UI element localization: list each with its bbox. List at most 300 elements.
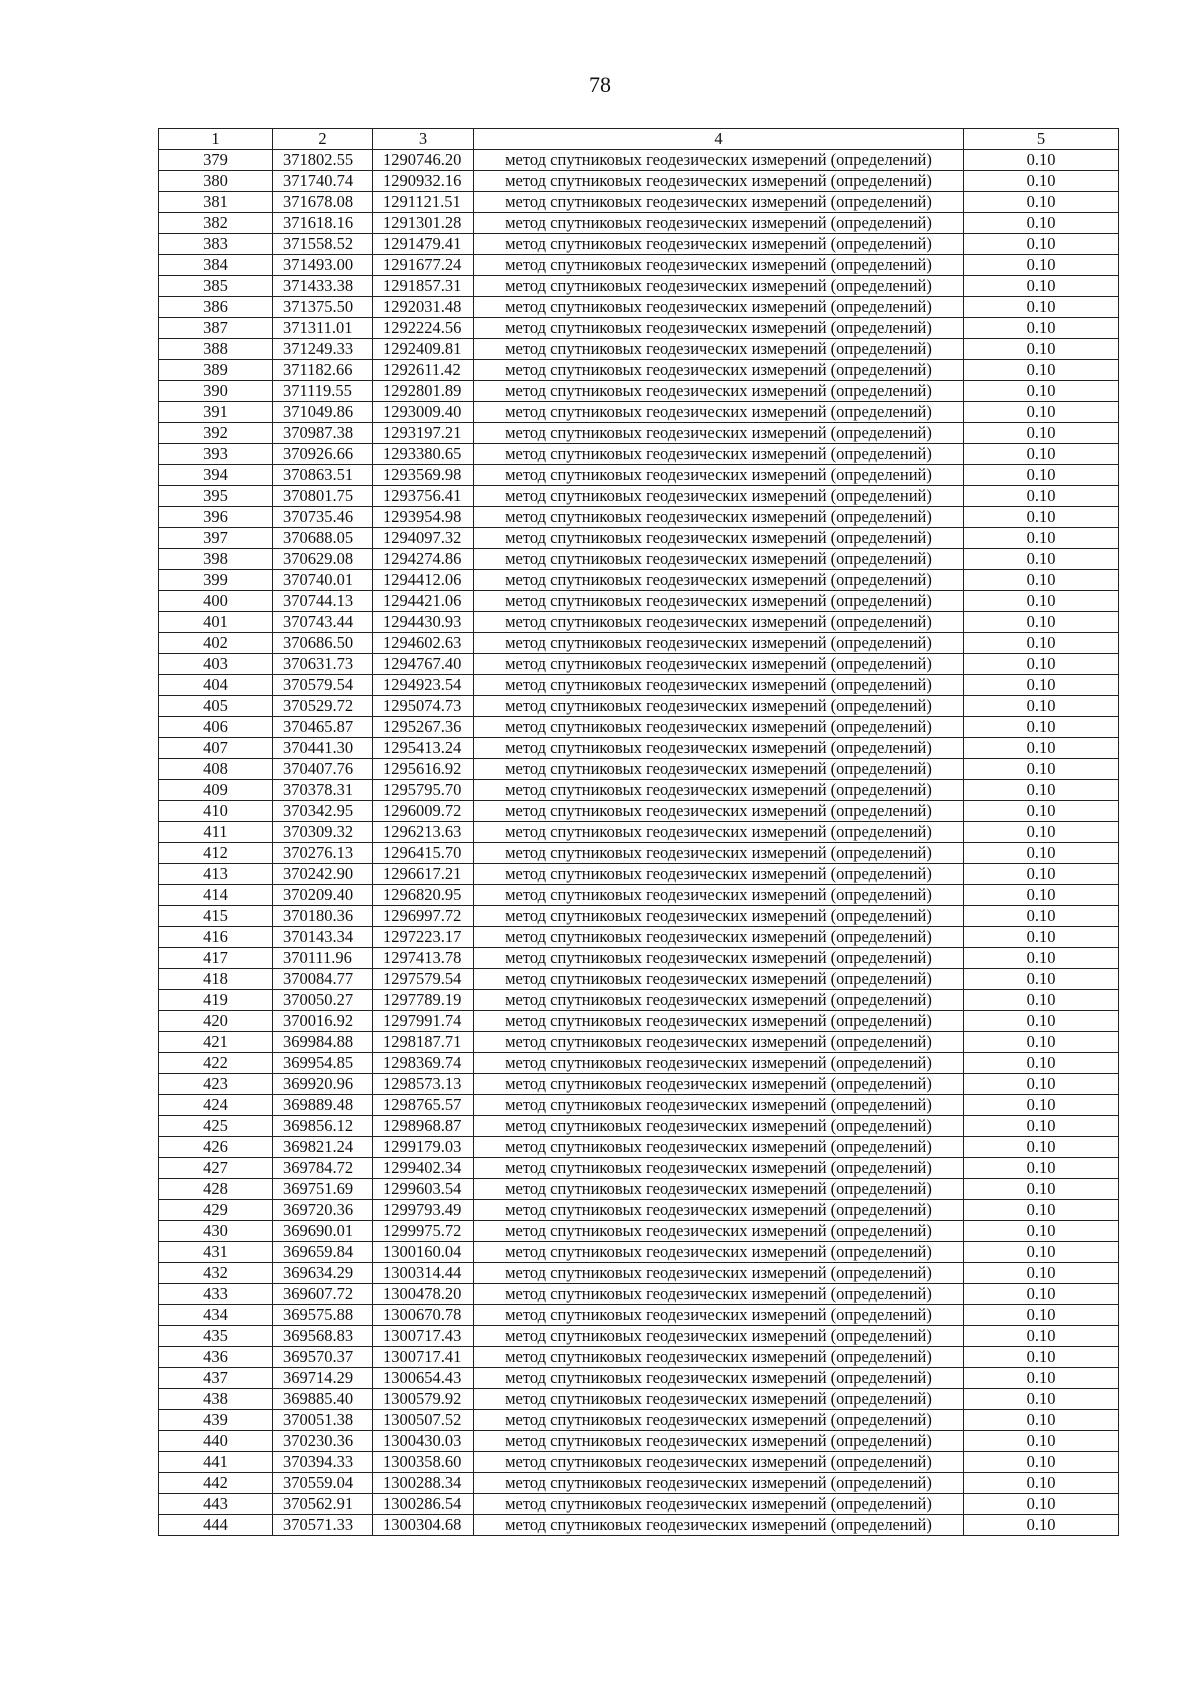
x-coordinate-cell: 369568.83 bbox=[273, 1326, 373, 1347]
x-coordinate-cell: 370735.46 bbox=[273, 507, 373, 528]
accuracy-cell: 0.10 bbox=[964, 1074, 1119, 1095]
table-row bbox=[159, 1263, 1119, 1284]
accuracy-cell: 0.10 bbox=[964, 969, 1119, 990]
accuracy-cell: 0.10 bbox=[964, 381, 1119, 402]
y-coordinate-cell: 1295795.70 bbox=[373, 780, 474, 801]
x-coordinate-cell: 370579.54 bbox=[273, 675, 373, 696]
y-coordinate-cell: 1294274.86 bbox=[373, 549, 474, 570]
x-coordinate-cell: 371049.86 bbox=[273, 402, 373, 423]
y-coordinate-cell: 1300654.43 bbox=[373, 1368, 474, 1389]
accuracy-cell: 0.10 bbox=[964, 549, 1119, 570]
point-number-cell: 427 bbox=[159, 1158, 273, 1179]
y-coordinate-cell: 1296213.63 bbox=[373, 822, 474, 843]
point-number-cell: 441 bbox=[159, 1452, 273, 1473]
table-row bbox=[159, 1032, 1119, 1053]
x-coordinate-cell: 369954.85 bbox=[273, 1053, 373, 1074]
accuracy-cell: 0.10 bbox=[964, 780, 1119, 801]
y-coordinate-cell: 1292224.56 bbox=[373, 318, 474, 339]
table-row bbox=[159, 276, 1119, 297]
accuracy-cell: 0.10 bbox=[964, 528, 1119, 549]
point-number-cell: 379 bbox=[159, 150, 273, 171]
accuracy-cell: 0.10 bbox=[964, 150, 1119, 171]
accuracy-cell: 0.10 bbox=[964, 234, 1119, 255]
accuracy-cell: 0.10 bbox=[964, 633, 1119, 654]
accuracy-cell: 0.10 bbox=[964, 906, 1119, 927]
table-row bbox=[159, 1158, 1119, 1179]
y-coordinate-cell: 1300507.52 bbox=[373, 1410, 474, 1431]
column-header-1: 1 bbox=[159, 129, 273, 150]
y-coordinate-cell: 1292611.42 bbox=[373, 360, 474, 381]
method-cell: метод спутниковых геодезических измерений (определений) bbox=[474, 906, 964, 927]
table-row bbox=[159, 1494, 1119, 1515]
x-coordinate-cell: 369889.48 bbox=[273, 1095, 373, 1116]
y-coordinate-cell: 1295413.24 bbox=[373, 738, 474, 759]
method-cell: метод спутниковых геодезических измерений (определений) bbox=[474, 1284, 964, 1305]
x-coordinate-cell: 371740.74 bbox=[273, 171, 373, 192]
accuracy-cell: 0.10 bbox=[964, 759, 1119, 780]
y-coordinate-cell: 1299975.72 bbox=[373, 1221, 474, 1242]
table-row bbox=[159, 801, 1119, 822]
table-row bbox=[159, 507, 1119, 528]
point-number-cell: 434 bbox=[159, 1305, 273, 1326]
y-coordinate-cell: 1294430.93 bbox=[373, 612, 474, 633]
accuracy-cell: 0.10 bbox=[964, 1410, 1119, 1431]
point-number-cell: 395 bbox=[159, 486, 273, 507]
x-coordinate-cell: 370342.95 bbox=[273, 801, 373, 822]
x-coordinate-cell: 369856.12 bbox=[273, 1116, 373, 1137]
point-number-cell: 400 bbox=[159, 591, 273, 612]
y-coordinate-cell: 1294421.06 bbox=[373, 591, 474, 612]
y-coordinate-cell: 1299793.49 bbox=[373, 1200, 474, 1221]
accuracy-cell: 0.10 bbox=[964, 318, 1119, 339]
method-cell: метод спутниковых геодезических измерений (определений) bbox=[474, 1347, 964, 1368]
accuracy-cell: 0.10 bbox=[964, 1305, 1119, 1326]
method-cell: метод спутниковых геодезических измерений (определений) bbox=[474, 318, 964, 339]
x-coordinate-cell: 370571.33 bbox=[273, 1515, 373, 1536]
point-number-cell: 423 bbox=[159, 1074, 273, 1095]
accuracy-cell: 0.10 bbox=[964, 1179, 1119, 1200]
point-number-cell: 431 bbox=[159, 1242, 273, 1263]
point-number-cell: 389 bbox=[159, 360, 273, 381]
x-coordinate-cell: 370242.90 bbox=[273, 864, 373, 885]
header-row bbox=[159, 129, 1119, 150]
y-coordinate-cell: 1292409.81 bbox=[373, 339, 474, 360]
x-coordinate-cell: 371493.00 bbox=[273, 255, 373, 276]
accuracy-cell: 0.10 bbox=[964, 1494, 1119, 1515]
method-cell: метод спутниковых геодезических измерений (определений) bbox=[474, 549, 964, 570]
method-cell: метод спутниковых геодезических измерений (определений) bbox=[474, 234, 964, 255]
accuracy-cell: 0.10 bbox=[964, 591, 1119, 612]
table-row bbox=[159, 1053, 1119, 1074]
method-cell: метод спутниковых геодезических измерений (определений) bbox=[474, 1095, 964, 1116]
table-row bbox=[159, 1431, 1119, 1452]
x-coordinate-cell: 371558.52 bbox=[273, 234, 373, 255]
accuracy-cell: 0.10 bbox=[964, 507, 1119, 528]
y-coordinate-cell: 1299402.34 bbox=[373, 1158, 474, 1179]
method-cell: метод спутниковых геодезических измерений (определений) bbox=[474, 1326, 964, 1347]
method-cell: метод спутниковых геодезических измерений (определений) bbox=[474, 633, 964, 654]
table-row bbox=[159, 1116, 1119, 1137]
table-row bbox=[159, 150, 1119, 171]
x-coordinate-cell: 370987.38 bbox=[273, 423, 373, 444]
accuracy-cell: 0.10 bbox=[964, 465, 1119, 486]
point-number-cell: 381 bbox=[159, 192, 273, 213]
point-number-cell: 422 bbox=[159, 1053, 273, 1074]
y-coordinate-cell: 1298765.57 bbox=[373, 1095, 474, 1116]
x-coordinate-cell: 369920.96 bbox=[273, 1074, 373, 1095]
y-coordinate-cell: 1295074.73 bbox=[373, 696, 474, 717]
table-row bbox=[159, 1452, 1119, 1473]
point-number-cell: 410 bbox=[159, 801, 273, 822]
method-cell: метод спутниковых геодезических измерений (определений) bbox=[474, 297, 964, 318]
accuracy-cell: 0.10 bbox=[964, 1095, 1119, 1116]
table-row bbox=[159, 1011, 1119, 1032]
accuracy-cell: 0.10 bbox=[964, 864, 1119, 885]
y-coordinate-cell: 1300286.54 bbox=[373, 1494, 474, 1515]
point-number-cell: 429 bbox=[159, 1200, 273, 1221]
point-number-cell: 415 bbox=[159, 906, 273, 927]
point-number-cell: 407 bbox=[159, 738, 273, 759]
accuracy-cell: 0.10 bbox=[964, 1473, 1119, 1494]
method-cell: метод спутниковых геодезических измерений (определений) bbox=[474, 1137, 964, 1158]
x-coordinate-cell: 371618.16 bbox=[273, 213, 373, 234]
method-cell: метод спутниковых геодезических измерений (определений) bbox=[474, 402, 964, 423]
y-coordinate-cell: 1299603.54 bbox=[373, 1179, 474, 1200]
accuracy-cell: 0.10 bbox=[964, 171, 1119, 192]
method-cell: метод спутниковых геодезических измерений (определений) bbox=[474, 1074, 964, 1095]
y-coordinate-cell: 1294097.32 bbox=[373, 528, 474, 549]
method-cell: метод спутниковых геодезических измерений (определений) bbox=[474, 654, 964, 675]
point-number-cell: 413 bbox=[159, 864, 273, 885]
method-cell: метод спутниковых геодезических измерений (определений) bbox=[474, 528, 964, 549]
method-cell: метод спутниковых геодезических измерений (определений) bbox=[474, 1431, 964, 1452]
method-cell: метод спутниковых геодезических измерений (определений) bbox=[474, 423, 964, 444]
accuracy-cell: 0.10 bbox=[964, 1347, 1119, 1368]
table-row bbox=[159, 402, 1119, 423]
method-cell: метод спутниковых геодезических измерений (определений) bbox=[474, 927, 964, 948]
point-number-cell: 390 bbox=[159, 381, 273, 402]
x-coordinate-cell: 370740.01 bbox=[273, 570, 373, 591]
table-row bbox=[159, 1242, 1119, 1263]
method-cell: метод спутниковых геодезических измерений (определений) bbox=[474, 1410, 964, 1431]
x-coordinate-cell: 370743.44 bbox=[273, 612, 373, 633]
point-number-cell: 438 bbox=[159, 1389, 273, 1410]
table-row bbox=[159, 1284, 1119, 1305]
y-coordinate-cell: 1294767.40 bbox=[373, 654, 474, 675]
y-coordinate-cell: 1300670.78 bbox=[373, 1305, 474, 1326]
y-coordinate-cell: 1291121.51 bbox=[373, 192, 474, 213]
x-coordinate-cell: 370051.38 bbox=[273, 1410, 373, 1431]
y-coordinate-cell: 1290932.16 bbox=[373, 171, 474, 192]
method-cell: метод спутниковых геодезических измерений (определений) bbox=[474, 1494, 964, 1515]
table-row bbox=[159, 549, 1119, 570]
x-coordinate-cell: 369607.72 bbox=[273, 1284, 373, 1305]
x-coordinate-cell: 370276.13 bbox=[273, 843, 373, 864]
column-header-5: 5 bbox=[964, 129, 1119, 150]
accuracy-cell: 0.10 bbox=[964, 612, 1119, 633]
point-number-cell: 420 bbox=[159, 1011, 273, 1032]
point-number-cell: 443 bbox=[159, 1494, 273, 1515]
accuracy-cell: 0.10 bbox=[964, 1389, 1119, 1410]
method-cell: метод спутниковых геодезических измерений (определений) bbox=[474, 171, 964, 192]
accuracy-cell: 0.10 bbox=[964, 822, 1119, 843]
table-row bbox=[159, 1347, 1119, 1368]
y-coordinate-cell: 1294412.06 bbox=[373, 570, 474, 591]
x-coordinate-cell: 370559.04 bbox=[273, 1473, 373, 1494]
y-coordinate-cell: 1293380.65 bbox=[373, 444, 474, 465]
table-row bbox=[159, 1305, 1119, 1326]
point-number-cell: 385 bbox=[159, 276, 273, 297]
accuracy-cell: 0.10 bbox=[964, 927, 1119, 948]
point-number-cell: 401 bbox=[159, 612, 273, 633]
table-row bbox=[159, 423, 1119, 444]
x-coordinate-cell: 371433.38 bbox=[273, 276, 373, 297]
point-number-cell: 380 bbox=[159, 171, 273, 192]
method-cell: метод спутниковых геодезических измерений (определений) bbox=[474, 1515, 964, 1536]
table-row bbox=[159, 1200, 1119, 1221]
table-row bbox=[159, 297, 1119, 318]
page-number: 78 bbox=[589, 72, 611, 97]
table-row bbox=[159, 171, 1119, 192]
method-cell: метод спутниковых геодезических измерений (определений) bbox=[474, 1263, 964, 1284]
x-coordinate-cell: 370230.36 bbox=[273, 1431, 373, 1452]
y-coordinate-cell: 1296009.72 bbox=[373, 801, 474, 822]
x-coordinate-cell: 371802.55 bbox=[273, 150, 373, 171]
method-cell: метод спутниковых геодезических измерений (определений) bbox=[474, 1053, 964, 1074]
table-row bbox=[159, 1389, 1119, 1410]
method-cell: метод спутниковых геодезических измерений (определений) bbox=[474, 465, 964, 486]
point-number-cell: 437 bbox=[159, 1368, 273, 1389]
method-cell: метод спутниковых геодезических измерений (определений) bbox=[474, 1032, 964, 1053]
table-row bbox=[159, 255, 1119, 276]
x-coordinate-cell: 370863.51 bbox=[273, 465, 373, 486]
point-number-cell: 406 bbox=[159, 717, 273, 738]
table-row bbox=[159, 465, 1119, 486]
table-row bbox=[159, 591, 1119, 612]
method-cell: метод спутниковых геодезических измерений (определений) bbox=[474, 843, 964, 864]
point-number-cell: 416 bbox=[159, 927, 273, 948]
x-coordinate-cell: 369821.24 bbox=[273, 1137, 373, 1158]
point-number-cell: 442 bbox=[159, 1473, 273, 1494]
table-row bbox=[159, 927, 1119, 948]
table-row bbox=[159, 1095, 1119, 1116]
accuracy-cell: 0.10 bbox=[964, 990, 1119, 1011]
x-coordinate-cell: 369784.72 bbox=[273, 1158, 373, 1179]
x-coordinate-cell: 371249.33 bbox=[273, 339, 373, 360]
method-cell: метод спутниковых геодезических измерений (определений) bbox=[474, 717, 964, 738]
method-cell: метод спутниковых геодезических измерений (определений) bbox=[474, 444, 964, 465]
x-coordinate-cell: 370378.31 bbox=[273, 780, 373, 801]
method-cell: метод спутниковых геодезических измерений (определений) bbox=[474, 822, 964, 843]
method-cell: метод спутниковых геодезических измерений (определений) bbox=[474, 759, 964, 780]
point-number-cell: 417 bbox=[159, 948, 273, 969]
accuracy-cell: 0.10 bbox=[964, 1368, 1119, 1389]
x-coordinate-cell: 371182.66 bbox=[273, 360, 373, 381]
table-row bbox=[159, 213, 1119, 234]
y-coordinate-cell: 1291301.28 bbox=[373, 213, 474, 234]
y-coordinate-cell: 1300160.04 bbox=[373, 1242, 474, 1263]
table-row bbox=[159, 822, 1119, 843]
point-number-cell: 386 bbox=[159, 297, 273, 318]
table-row bbox=[159, 633, 1119, 654]
accuracy-cell: 0.10 bbox=[964, 1242, 1119, 1263]
method-cell: метод спутниковых геодезических измерений (определений) bbox=[474, 1200, 964, 1221]
point-number-cell: 409 bbox=[159, 780, 273, 801]
point-number-cell: 382 bbox=[159, 213, 273, 234]
accuracy-cell: 0.10 bbox=[964, 444, 1119, 465]
x-coordinate-cell: 369984.88 bbox=[273, 1032, 373, 1053]
accuracy-cell: 0.10 bbox=[964, 213, 1119, 234]
table-row bbox=[159, 1221, 1119, 1242]
y-coordinate-cell: 1300358.60 bbox=[373, 1452, 474, 1473]
y-coordinate-cell: 1293197.21 bbox=[373, 423, 474, 444]
table-row bbox=[159, 528, 1119, 549]
method-cell: метод спутниковых геодезических измерений (определений) bbox=[474, 1368, 964, 1389]
table-row bbox=[159, 675, 1119, 696]
x-coordinate-cell: 369714.29 bbox=[273, 1368, 373, 1389]
y-coordinate-cell: 1298573.13 bbox=[373, 1074, 474, 1095]
accuracy-cell: 0.10 bbox=[964, 1200, 1119, 1221]
table-row bbox=[159, 906, 1119, 927]
point-number-cell: 402 bbox=[159, 633, 273, 654]
y-coordinate-cell: 1295267.36 bbox=[373, 717, 474, 738]
y-coordinate-cell: 1300579.92 bbox=[373, 1389, 474, 1410]
point-number-cell: 404 bbox=[159, 675, 273, 696]
x-coordinate-cell: 369690.01 bbox=[273, 1221, 373, 1242]
point-number-cell: 419 bbox=[159, 990, 273, 1011]
point-number-cell: 418 bbox=[159, 969, 273, 990]
method-cell: метод спутниковых геодезических измерений (определений) bbox=[474, 948, 964, 969]
y-coordinate-cell: 1297413.78 bbox=[373, 948, 474, 969]
table-row bbox=[159, 864, 1119, 885]
x-coordinate-cell: 370631.73 bbox=[273, 654, 373, 675]
y-coordinate-cell: 1298968.87 bbox=[373, 1116, 474, 1137]
accuracy-cell: 0.10 bbox=[964, 1431, 1119, 1452]
table-row bbox=[159, 1074, 1119, 1095]
method-cell: метод спутниковых геодезических измерений (определений) bbox=[474, 1116, 964, 1137]
point-number-cell: 399 bbox=[159, 570, 273, 591]
x-coordinate-cell: 370209.40 bbox=[273, 885, 373, 906]
point-number-cell: 405 bbox=[159, 696, 273, 717]
accuracy-cell: 0.10 bbox=[964, 1137, 1119, 1158]
accuracy-cell: 0.10 bbox=[964, 297, 1119, 318]
column-header-3: 3 bbox=[373, 129, 474, 150]
accuracy-cell: 0.10 bbox=[964, 1515, 1119, 1536]
x-coordinate-cell: 371119.55 bbox=[273, 381, 373, 402]
method-cell: метод спутниковых геодезических измерений (определений) bbox=[474, 1221, 964, 1242]
method-cell: метод спутниковых геодезических измерений (определений) bbox=[474, 864, 964, 885]
accuracy-cell: 0.10 bbox=[964, 423, 1119, 444]
accuracy-cell: 0.10 bbox=[964, 654, 1119, 675]
point-number-cell: 440 bbox=[159, 1431, 273, 1452]
x-coordinate-cell: 370084.77 bbox=[273, 969, 373, 990]
accuracy-cell: 0.10 bbox=[964, 1284, 1119, 1305]
point-number-cell: 444 bbox=[159, 1515, 273, 1536]
y-coordinate-cell: 1298369.74 bbox=[373, 1053, 474, 1074]
accuracy-cell: 0.10 bbox=[964, 1011, 1119, 1032]
method-cell: метод спутниковых геодезических измерений (определений) bbox=[474, 1158, 964, 1179]
accuracy-cell: 0.10 bbox=[964, 1053, 1119, 1074]
x-coordinate-cell: 370016.92 bbox=[273, 1011, 373, 1032]
point-number-cell: 398 bbox=[159, 549, 273, 570]
point-number-cell: 392 bbox=[159, 423, 273, 444]
y-coordinate-cell: 1294923.54 bbox=[373, 675, 474, 696]
y-coordinate-cell: 1299179.03 bbox=[373, 1137, 474, 1158]
table-row bbox=[159, 738, 1119, 759]
y-coordinate-cell: 1291677.24 bbox=[373, 255, 474, 276]
y-coordinate-cell: 1297579.54 bbox=[373, 969, 474, 990]
point-number-cell: 436 bbox=[159, 1347, 273, 1368]
x-coordinate-cell: 370688.05 bbox=[273, 528, 373, 549]
method-cell: метод спутниковых геодезических измерений (определений) bbox=[474, 150, 964, 171]
accuracy-cell: 0.10 bbox=[964, 696, 1119, 717]
point-number-cell: 391 bbox=[159, 402, 273, 423]
point-number-cell: 411 bbox=[159, 822, 273, 843]
y-coordinate-cell: 1300304.68 bbox=[373, 1515, 474, 1536]
y-coordinate-cell: 1296820.95 bbox=[373, 885, 474, 906]
method-cell: метод спутниковых геодезических измерений (определений) bbox=[474, 780, 964, 801]
x-coordinate-cell: 371311.01 bbox=[273, 318, 373, 339]
y-coordinate-cell: 1298187.71 bbox=[373, 1032, 474, 1053]
x-coordinate-cell: 370926.66 bbox=[273, 444, 373, 465]
table-row bbox=[159, 759, 1119, 780]
column-header-2: 2 bbox=[273, 129, 373, 150]
table-row bbox=[159, 1179, 1119, 1200]
accuracy-cell: 0.10 bbox=[964, 1116, 1119, 1137]
y-coordinate-cell: 1291479.41 bbox=[373, 234, 474, 255]
point-number-cell: 384 bbox=[159, 255, 273, 276]
method-cell: метод спутниковых геодезических измерений (определений) bbox=[474, 612, 964, 633]
table-row bbox=[159, 570, 1119, 591]
table-row bbox=[159, 654, 1119, 675]
x-coordinate-cell: 370801.75 bbox=[273, 486, 373, 507]
x-coordinate-cell: 370143.34 bbox=[273, 927, 373, 948]
y-coordinate-cell: 1292031.48 bbox=[373, 297, 474, 318]
x-coordinate-cell: 370562.91 bbox=[273, 1494, 373, 1515]
method-cell: метод спутниковых геодезических измерений (определений) bbox=[474, 1389, 964, 1410]
table-row bbox=[159, 360, 1119, 381]
x-coordinate-cell: 371375.50 bbox=[273, 297, 373, 318]
x-coordinate-cell: 371678.08 bbox=[273, 192, 373, 213]
accuracy-cell: 0.10 bbox=[964, 192, 1119, 213]
y-coordinate-cell: 1293756.41 bbox=[373, 486, 474, 507]
accuracy-cell: 0.10 bbox=[964, 1452, 1119, 1473]
y-coordinate-cell: 1300478.20 bbox=[373, 1284, 474, 1305]
x-coordinate-cell: 370686.50 bbox=[273, 633, 373, 654]
point-number-cell: 414 bbox=[159, 885, 273, 906]
accuracy-cell: 0.10 bbox=[964, 1032, 1119, 1053]
table-row bbox=[159, 969, 1119, 990]
y-coordinate-cell: 1294602.63 bbox=[373, 633, 474, 654]
method-cell: метод спутниковых геодезических измерений (определений) bbox=[474, 738, 964, 759]
y-coordinate-cell: 1293569.98 bbox=[373, 465, 474, 486]
table-row bbox=[159, 885, 1119, 906]
y-coordinate-cell: 1296617.21 bbox=[373, 864, 474, 885]
y-coordinate-cell: 1292801.89 bbox=[373, 381, 474, 402]
method-cell: метод спутниковых геодезических измерений (определений) bbox=[474, 1242, 964, 1263]
table-row bbox=[159, 696, 1119, 717]
table-row bbox=[159, 1473, 1119, 1494]
method-cell: метод спутниковых геодезических измерений (определений) bbox=[474, 1179, 964, 1200]
x-coordinate-cell: 370465.87 bbox=[273, 717, 373, 738]
y-coordinate-cell: 1300288.34 bbox=[373, 1473, 474, 1494]
column-header-4: 4 bbox=[474, 129, 964, 150]
y-coordinate-cell: 1296997.72 bbox=[373, 906, 474, 927]
table-row bbox=[159, 948, 1119, 969]
accuracy-cell: 0.10 bbox=[964, 276, 1119, 297]
x-coordinate-cell: 370629.08 bbox=[273, 549, 373, 570]
point-number-cell: 424 bbox=[159, 1095, 273, 1116]
